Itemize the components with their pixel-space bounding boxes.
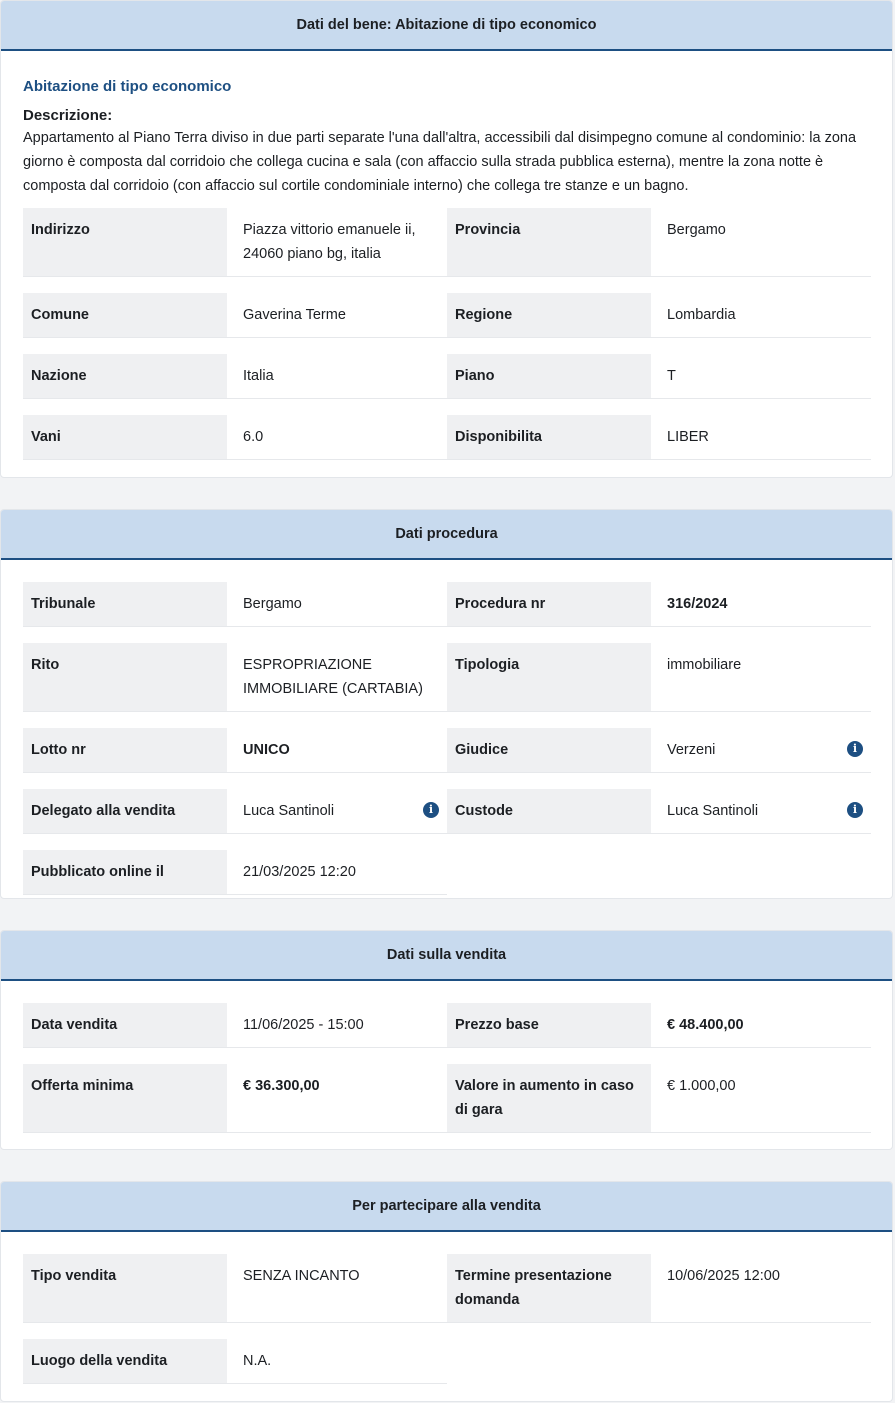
field-label: Procedura nr	[447, 582, 651, 626]
field-value: SENZA INCANTO	[243, 1268, 360, 1284]
field-label: Provincia	[447, 208, 651, 276]
field-offerta-minima	[23, 1064, 447, 1133]
field-value: Italia	[243, 368, 274, 384]
bene-card	[0, 0, 893, 478]
field-value: ESPROPRIAZIONE IMMOBILIARE (CARTABIA)	[243, 657, 423, 697]
field-label: Valore in aumento in caso di gara	[447, 1064, 651, 1132]
field-data-vendita	[23, 1003, 447, 1048]
procedura-card	[0, 509, 893, 899]
field-label: Nazione	[23, 354, 227, 398]
field-disponibilita	[447, 415, 871, 460]
info-circle-icon[interactable]: i	[847, 741, 863, 757]
field-value: Luca Santinoli	[243, 803, 335, 819]
field-delegato	[23, 789, 447, 834]
field-prezzo-base	[447, 1003, 871, 1048]
field-label: Lotto nr	[23, 728, 227, 772]
field-label: Tribunale	[23, 582, 227, 626]
field-value: 11/06/2025 - 15:00	[243, 1017, 364, 1033]
partecipare-card	[0, 1181, 893, 1402]
field-label: Disponibilita	[447, 415, 651, 459]
field-label: Offerta minima	[23, 1064, 227, 1132]
field-value: € 1.000,00	[667, 1078, 736, 1094]
field-value: Bergamo	[667, 222, 726, 238]
field-tipologia	[447, 643, 871, 712]
field-value: Lombardia	[667, 307, 736, 323]
field-giudice	[447, 728, 871, 773]
field-value: Luca Santinoli	[667, 803, 759, 819]
field-tipo-vendita	[23, 1254, 447, 1323]
field-piano	[447, 354, 871, 399]
field-value: Verzeni	[667, 742, 716, 758]
field-label: Pubblicato online il	[23, 850, 227, 894]
bene-card-title: Dati del bene: Abitazione di tipo economico	[1, 1, 892, 51]
field-lotto-nr	[23, 728, 447, 773]
field-nazione	[23, 354, 447, 399]
field-label: Data vendita	[23, 1003, 227, 1047]
field-label: Termine presentazione domanda	[447, 1254, 651, 1322]
field-vani	[23, 415, 447, 460]
field-pubblicato	[23, 850, 447, 895]
field-label: Luogo della vendita	[23, 1339, 227, 1383]
field-value: 6.0	[243, 429, 264, 445]
description-text: Appartamento al Piano Terra diviso in due parti separate l'una dall'altra, accessibili dal disimpegno comune al condominio: la zona giorno è composta dal corridoio che collega cucina e sala (con affaccio sulla strada pubblica esterna), mentre la zona notte è composta dal corridoio (con affaccio sul cortile condominiale interno) che collega tre stanze e un bagno.	[23, 130, 857, 194]
field-value: immobiliare	[667, 657, 742, 673]
field-label: Vani	[23, 415, 227, 459]
field-indirizzo	[23, 208, 447, 277]
vendita-card	[0, 930, 893, 1150]
description-label: Descrizione:	[23, 107, 113, 124]
info-circle-icon[interactable]: i	[423, 802, 439, 818]
field-value: 21/03/2025 12:20	[243, 864, 356, 880]
field-label: Regione	[447, 293, 651, 337]
field-label: Delegato alla vendita	[23, 789, 227, 833]
field-tribunale	[23, 582, 447, 627]
field-luogo-vendita	[23, 1339, 447, 1384]
field-comune	[23, 293, 447, 338]
partecipare-card-title: Per partecipare alla vendita	[1, 1182, 892, 1232]
procedura-card-title: Dati procedura	[1, 510, 892, 560]
field-label: Prezzo base	[447, 1003, 651, 1047]
field-valore-aumento	[447, 1064, 871, 1133]
field-value: UNICO	[243, 742, 290, 758]
field-label: Indirizzo	[23, 208, 227, 276]
field-label: Rito	[23, 643, 227, 711]
vendita-card-title: Dati sulla vendita	[1, 931, 892, 981]
field-value: Piazza vittorio emanuele ii, 24060 piano bg, italia	[243, 222, 416, 262]
field-termine-domanda	[447, 1254, 871, 1323]
field-value: 316/2024	[667, 596, 728, 612]
field-procedura-nr	[447, 582, 871, 627]
field-regione	[447, 293, 871, 338]
field-label: Tipologia	[447, 643, 651, 711]
field-provincia	[447, 208, 871, 277]
bene-subtitle: Abitazione di tipo economico	[23, 78, 232, 95]
field-label: Custode	[447, 789, 651, 833]
info-circle-icon[interactable]: i	[847, 802, 863, 818]
field-label: Giudice	[447, 728, 651, 772]
field-value: LIBER	[667, 429, 709, 445]
field-custode	[447, 789, 871, 834]
field-rito	[23, 643, 447, 712]
field-label: Comune	[23, 293, 227, 337]
field-value: N.A.	[243, 1353, 272, 1369]
field-value: € 48.400,00	[667, 1017, 744, 1033]
field-label: Tipo vendita	[23, 1254, 227, 1322]
field-value: T	[667, 368, 676, 384]
field-value: Bergamo	[243, 596, 302, 612]
field-value: € 36.300,00	[243, 1078, 320, 1094]
field-value: 10/06/2025 12:00	[667, 1268, 780, 1284]
field-value: Gaverina Terme	[243, 307, 346, 323]
field-label: Piano	[447, 354, 651, 398]
